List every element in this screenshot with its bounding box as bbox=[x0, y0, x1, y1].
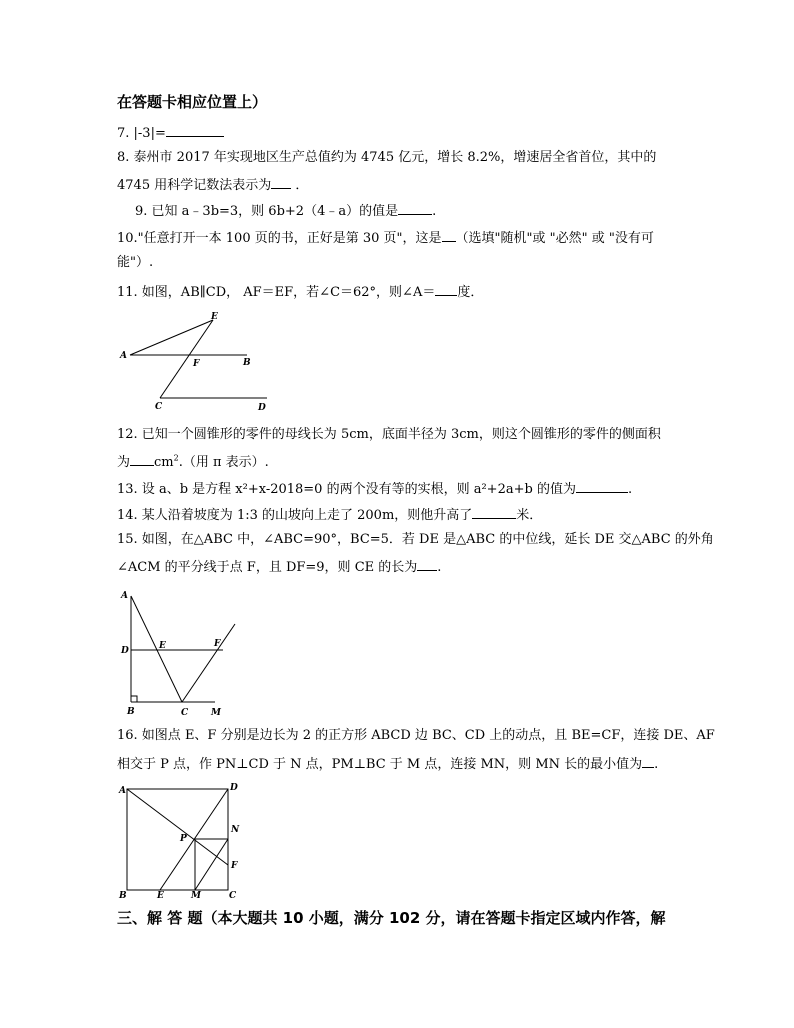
q14-end: 米． bbox=[516, 508, 543, 523]
fig11-label-c: C bbox=[155, 402, 163, 412]
q12-unit: cm bbox=[154, 455, 174, 470]
section3-heading: 三、解 答 题（本大题共 10 小题，满分 102 分，请在答题卡指定区域内作答，解 bbox=[117, 909, 666, 927]
fig16-label-m: M bbox=[191, 891, 201, 900]
fig16-label-f: F bbox=[231, 861, 238, 871]
fig15-right-angle bbox=[131, 696, 137, 702]
fig16-label-c: C bbox=[229, 891, 237, 900]
q9-blank bbox=[398, 201, 432, 215]
q12-line2-end: .（用 π 表示）. bbox=[178, 455, 269, 470]
q9-text: 9. 已知 a﹣3b=3，则 6b+2（4﹣a）的值是 bbox=[135, 204, 399, 219]
figure-q16 bbox=[115, 780, 245, 900]
question-10-line1 bbox=[117, 228, 654, 248]
fig16-label-a: A bbox=[119, 786, 126, 796]
fig16-label-b: B bbox=[119, 891, 127, 900]
fig16-line-af bbox=[127, 789, 228, 865]
q16-line2: 相交于 P 点，作 PN⊥CD 于 N 点，PM⊥BC 于 M 点，连接 MN，则 MN 长的最小值为 bbox=[117, 757, 643, 772]
q12-unit-sup: 2 bbox=[173, 453, 179, 463]
question-14 bbox=[117, 505, 542, 525]
fig11-label-e: E bbox=[211, 312, 218, 322]
figure-q11 bbox=[115, 310, 275, 415]
question-15-line2 bbox=[117, 557, 441, 577]
question-7 bbox=[117, 123, 224, 143]
q8-line1: 8. 泰州市 2017 年实现地区生产总值约为 4745 亿元，增长 8.2%，增速居全省首位，其中的 bbox=[117, 150, 657, 165]
q8-blank bbox=[271, 175, 291, 189]
q11-text: 11. 如图，AB∥CD， AF＝EF，若∠C＝62°，则∠A＝ bbox=[117, 285, 436, 300]
q11-end: 度． bbox=[457, 285, 484, 300]
q10-blank bbox=[442, 228, 456, 242]
fig16-label-e: E bbox=[157, 891, 164, 900]
fig15-label-a: A bbox=[121, 591, 128, 601]
q14-text: 14. 某人沿着坡度为 1:3 的山坡向上走了 200m，则他升高了 bbox=[117, 508, 473, 523]
fig11-label-a: A bbox=[120, 351, 127, 361]
q14-blank bbox=[472, 505, 516, 519]
q16-line1: 16. 如图点 E、F 分别是边长为 2 的正方形 ABCD 边 BC、CD 上的动点，且 BE=CF，连接 DE、AF bbox=[117, 728, 715, 743]
fig15-label-f: F bbox=[214, 639, 221, 649]
q16-end: . bbox=[654, 757, 659, 772]
fig15-label-c: C bbox=[181, 708, 189, 718]
q8-line2: 4745 用科学记数法表示为 bbox=[117, 178, 272, 193]
fig15-label-b: B bbox=[127, 707, 135, 717]
fig16-label-d: D bbox=[230, 783, 238, 793]
q11-blank bbox=[435, 282, 457, 296]
q7-text: 7. |-3|= bbox=[117, 126, 166, 141]
fig15-label-e: E bbox=[159, 641, 166, 651]
question-9 bbox=[135, 201, 436, 221]
fig15-label-m: M bbox=[211, 708, 221, 718]
q12-blank bbox=[130, 452, 154, 466]
q9-end: . bbox=[432, 204, 437, 219]
q13-text: 13. 设 a、b 是方程 x²+x-2018=0 的两个没有等的实根，则 a²+2a+b 的值为 bbox=[117, 482, 576, 497]
question-13 bbox=[117, 479, 632, 499]
fig16-line-mn bbox=[195, 839, 228, 890]
q10-line1: 10."任意打开一本 100 页的书，正好是第 30 页"，这是 bbox=[117, 231, 442, 246]
q13-blank bbox=[576, 479, 628, 493]
fig11-label-b: B bbox=[243, 358, 251, 368]
fig16-label-n: N bbox=[231, 825, 240, 835]
q15-blank bbox=[417, 557, 437, 571]
q10-line2: 能"）. bbox=[117, 255, 154, 270]
section-intro: 在答题卡相应位置上） bbox=[117, 93, 268, 111]
q15-end: . bbox=[437, 560, 442, 575]
q15-line1: 15. 如图，在△ABC 中，∠ABC=90°，BC=5．若 DE 是△ABC 的中位线，延长 DE 交△ABC 的外角 bbox=[117, 532, 714, 547]
fig11-label-d: D bbox=[258, 403, 266, 413]
fig15-label-d: D bbox=[121, 646, 129, 656]
fig15-line-ac bbox=[131, 596, 182, 702]
q13-end: . bbox=[627, 482, 633, 497]
q16-blank bbox=[642, 754, 654, 768]
q15-line2: ∠ACM 的平分线于点 F，且 DF=9，则 CE 的长为 bbox=[117, 560, 418, 575]
q8-end: ． bbox=[295, 178, 309, 193]
q12-line1: 12. 已知一个圆锥形的零件的母线长为 5cm，底面半径为 3cm，则这个圆锥形的零件的侧面积 bbox=[117, 427, 661, 442]
figure-q15 bbox=[117, 588, 247, 718]
question-8-line2 bbox=[117, 175, 308, 195]
question-16-line2 bbox=[117, 754, 658, 774]
q10-line1-end: （选填"随机"或 "必然" 或 "没有可 bbox=[455, 231, 654, 246]
q12-line2-pre: 为 bbox=[117, 455, 131, 470]
question-11 bbox=[117, 282, 483, 302]
fig15-line-cf bbox=[182, 624, 235, 702]
q7-blank bbox=[166, 123, 224, 137]
question-12-line2 bbox=[117, 452, 269, 472]
fig16-label-p: P bbox=[180, 834, 187, 844]
fig11-label-f: F bbox=[193, 359, 200, 369]
